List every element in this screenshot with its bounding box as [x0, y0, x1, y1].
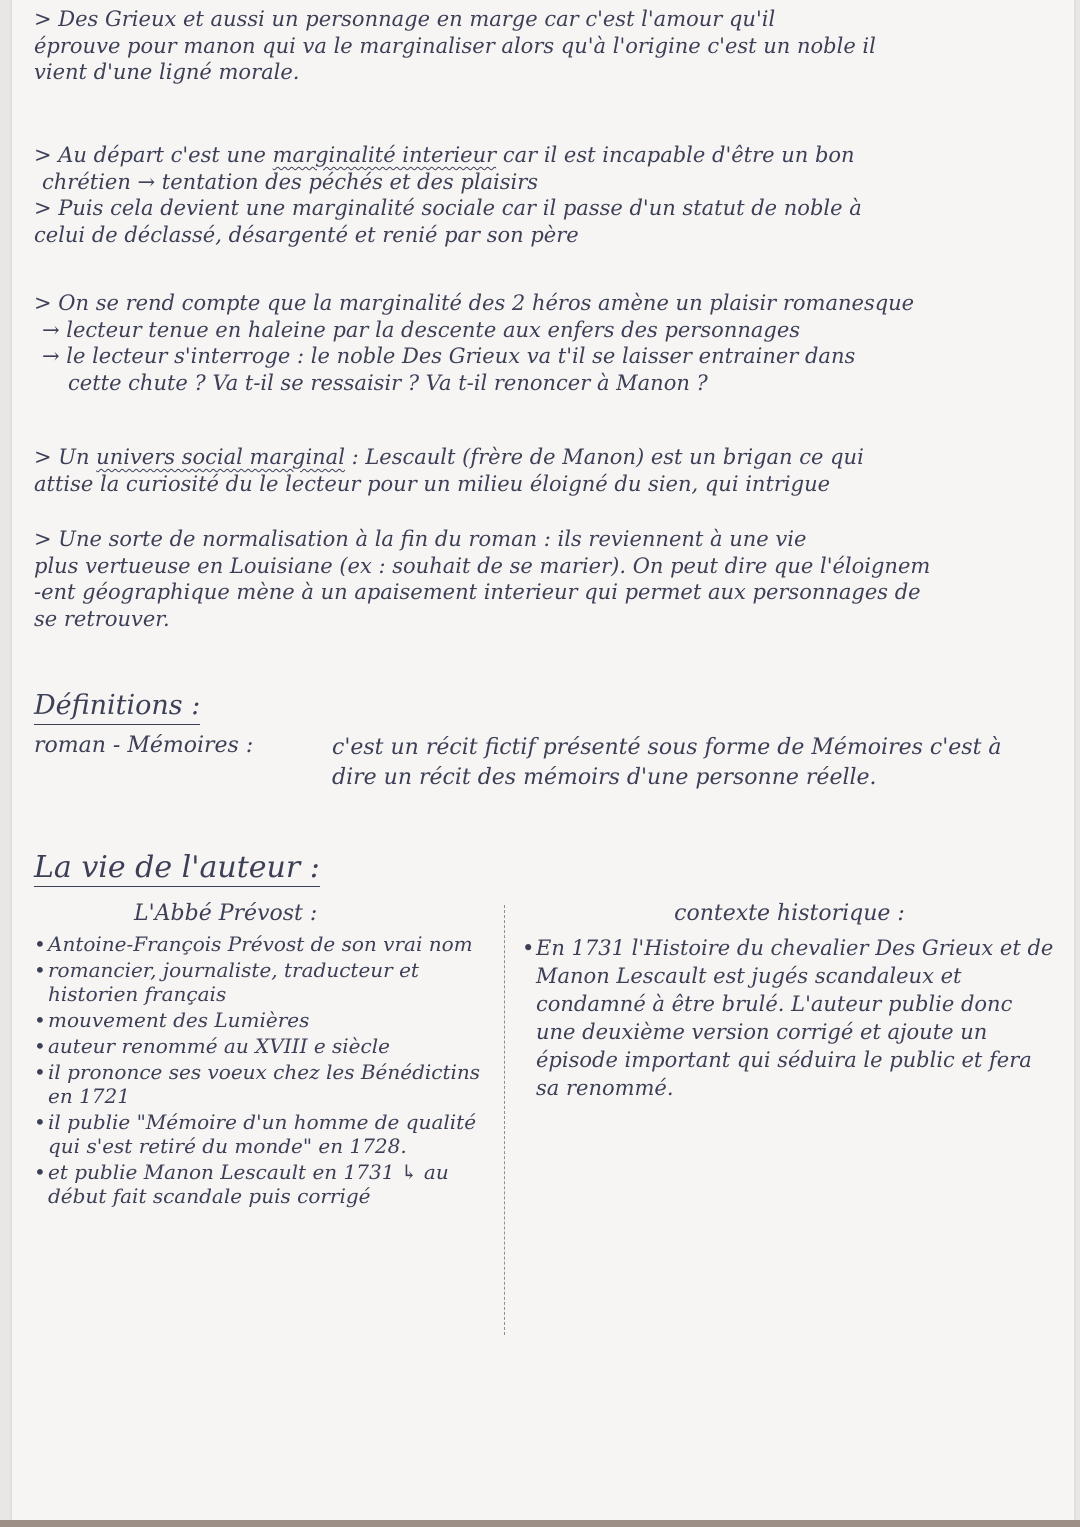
note-line: > Des Grieux et aussi un personnage en marge car c'est l'amour qu'il	[34, 7, 776, 31]
bullet-icon: •	[34, 958, 46, 982]
note-line: → lecteur tenue en haleine par la descente aux enfers des personnages	[42, 317, 801, 342]
bullet-icon: •	[34, 1060, 46, 1084]
bullet-icon: •	[34, 1008, 46, 1032]
note-line: éprouve pour manon qui va le marginaliser alors qu'à l'origine c'est un noble il	[34, 33, 876, 58]
note-paragraph-3	[34, 290, 1064, 396]
list-item: • il prononce ses voeux chez les Bénédictins en 1721	[34, 1060, 481, 1108]
highlighted-term: univers social marginal	[96, 445, 345, 469]
author-column	[34, 902, 496, 1210]
author-facts-list	[34, 932, 496, 1208]
note-line: > On se rend compte que la marginalité des 2 héros amène un plaisir romanesque	[34, 291, 915, 315]
note-line: plus vertueuse en Louisiane (ex : souhait de se marier). On peut dire que l'éloignem	[34, 553, 931, 578]
definitions-heading: Définitions :	[34, 688, 200, 725]
note-line: attise la curiosité du le lecteur pour un milieu éloigné du sien, qui intrigue	[34, 471, 831, 496]
note-line: -ent géographique mène à un apaisement interieur qui permet aux personnages de	[34, 580, 921, 604]
column-divider	[504, 905, 505, 1335]
note-line: celui de déclassé, désargenté et renié par son père	[34, 222, 579, 247]
note-line: > Un univers social marginal : Lescault (frère de Manon) est un brigan ce qui	[34, 445, 864, 469]
highlighted-term: marginalité interieur	[272, 143, 497, 167]
list-item: • mouvement des Lumières	[34, 1008, 310, 1032]
note-paragraph-4	[34, 444, 1064, 497]
list-item: • auteur renommé au XVIII e siècle	[34, 1034, 390, 1058]
note-line: vient d'une ligné morale.	[34, 60, 300, 84]
note-line: se retrouver.	[34, 606, 170, 631]
note-line: > Au départ c'est une marginalité interieur car il est incapable d'être un bon	[34, 143, 855, 167]
note-line: > Une sorte de normalisation à la fin du roman : ils reviennent à une vie	[34, 527, 807, 551]
note-paragraph-1	[34, 6, 1064, 86]
note-line: chrétien → tentation des péchés et des plaisirs	[42, 169, 539, 194]
definition-text: c'est un récit fictif présenté sous forme de Mémoires c'est à dire un récit des mémoirs d'une personne réelle.	[332, 735, 1002, 790]
bullet-icon: •	[34, 1034, 46, 1058]
notebook-page	[12, 0, 1074, 1520]
list-item: • En 1731 l'Histoire du chevalier Des Grieux et de Manon Lescault est jugés scandaleux et condamné à être brulé. L'auteur publie donc une deuxième version corrigé et ajoute un épisode important qui séduira le public et fera sa renommé.	[522, 936, 1054, 1100]
note-paragraph-2	[34, 142, 1064, 248]
bullet-icon: •	[34, 932, 46, 956]
page-bottom-edge	[0, 1520, 1080, 1527]
context-column	[522, 900, 1057, 1104]
author-heading: La vie de l'auteur :	[34, 850, 320, 885]
note-line: → le lecteur s'interroge : le noble Des Grieux va t'il se laisser entrainer dans	[42, 344, 856, 368]
bullet-icon: •	[522, 936, 535, 960]
definition-term: roman - Mémoires :	[34, 733, 254, 758]
bullet-icon: •	[34, 1110, 46, 1134]
context-column-title: contexte historique :	[674, 901, 905, 926]
list-item: • il publie "Mémoire d'un homme de qualité qui s'est retiré du monde" en 1728.	[34, 1110, 477, 1158]
author-column-title: L'Abbé Prévost :	[134, 901, 318, 926]
note-paragraph-5	[34, 526, 1064, 632]
note-line: > Puis cela devient une marginalité sociale car il passe d'un statut de noble à	[34, 196, 862, 220]
list-item: • Antoine-François Prévost de son vrai nom	[34, 932, 473, 956]
note-line: cette chute ? Va t-il se ressaisir ? Va t-il renoncer à Manon ?	[68, 370, 708, 395]
context-list	[522, 934, 1057, 1102]
list-item: • romancier, journaliste, traducteur et historien français	[34, 958, 419, 1006]
bullet-icon: •	[34, 1160, 46, 1184]
list-item: • et publie Manon Lescault en 1731 ↳ au début fait scandale puis corrigé	[34, 1160, 449, 1208]
